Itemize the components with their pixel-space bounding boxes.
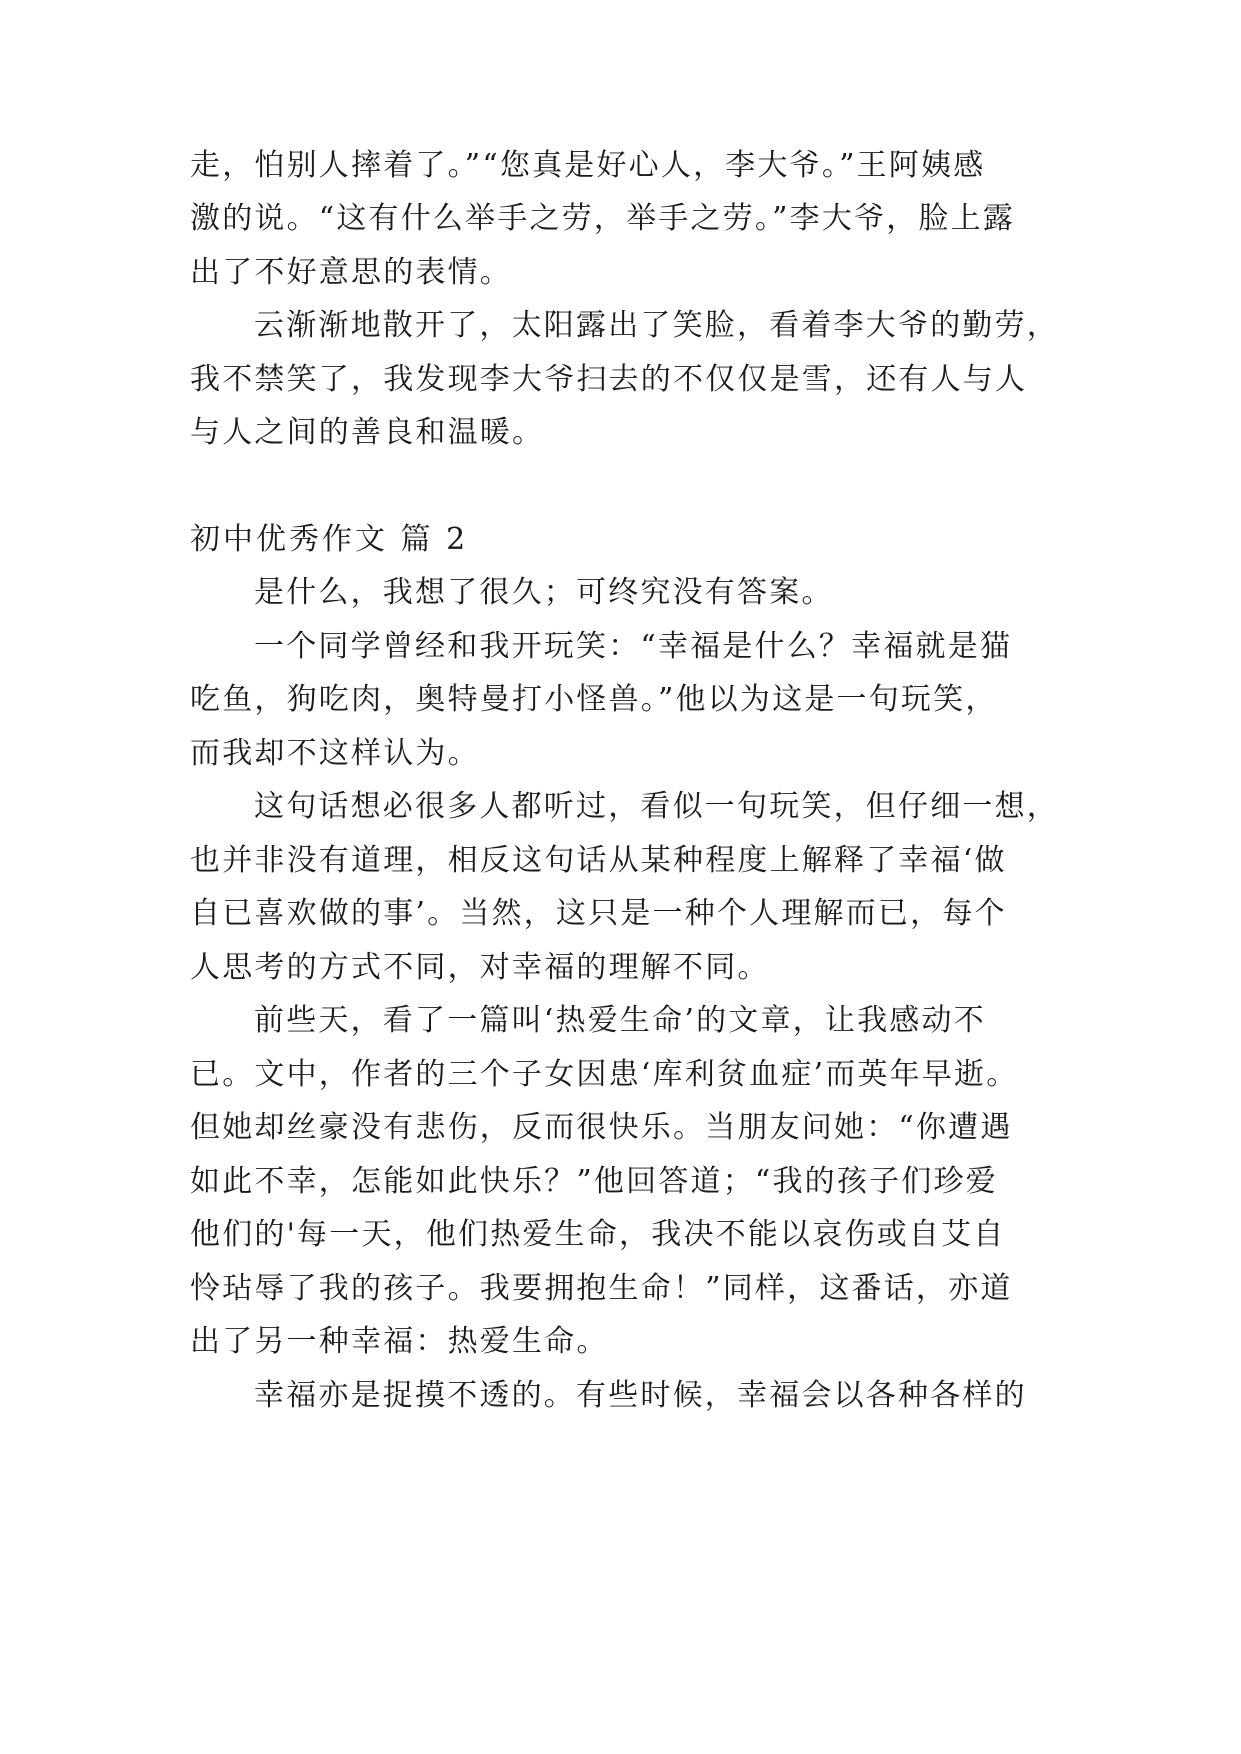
paragraph-line: 出了另一种幸福：热爱生命。	[190, 1324, 609, 1359]
paragraph-line: 一个同学曾经和我开玩笑：“幸福是什么？幸福就是猫	[254, 629, 1013, 664]
paragraph-line: 是什么，我想了很久；可终究没有答案。	[254, 575, 834, 610]
paragraph-line: 他们的'每一天，他们热爱生命，我决不能以哀伤或自艾自	[190, 1217, 1006, 1252]
paragraph-line: 与人之间的善良和温暖。	[190, 415, 545, 450]
paragraph-line: 如此不幸，怎能如此快乐？”他回答道；“我的孩子们珍爱	[190, 1164, 998, 1199]
paragraph-line: 已。文中，作者的三个子女因患‘库利贫血症’而英年早逝。	[190, 1057, 1019, 1092]
paragraph-line: 自已喜欢做的事’。当然，这只是一种个人理解而已，每个	[190, 896, 1007, 931]
paragraph-line: 人思考的方式不同，对幸福的理解不同。	[190, 950, 770, 985]
section-title: 初中优秀作文 篇 2	[190, 522, 469, 557]
paragraph-line: 也并非没有道理，相反这句话从某种程度上解释了幸福‘做	[190, 843, 1007, 878]
paragraph-line: 云渐渐地散开了，太阳露出了笑脸，看着李大爷的勤劳，	[254, 308, 1059, 343]
paragraph-line: 幸福亦是捉摸不透的。有些时候，幸福会以各种各样的	[254, 1378, 1027, 1413]
paragraph-line: 吃鱼，狗吃肉，奥特曼打小怪兽。”他以为这是一句玩笑，	[190, 682, 998, 717]
paragraph-line: 前些天，看了一篇叫‘热爱生命’的文章，让我感动不	[254, 1003, 986, 1038]
paragraph-line: 我不禁笑了，我发现李大爷扫去的不仅仅是雪，还有人与人	[190, 362, 1028, 397]
paragraph-line: 这句话想必很多人都听过，看似一句玩笑，但仔细一想，	[254, 789, 1059, 824]
paragraph-line: 走，怕别人摔着了。”“您真是好心人，李大爷。”王阿姨感	[190, 148, 986, 183]
paragraph-line: 激的说。“这有什么举手之劳，举手之劳。”李大爷，脸上露	[190, 201, 1016, 236]
paragraph-line: 而我却不这样认为。	[190, 736, 480, 771]
paragraph-line: 出了不好意思的表情。	[190, 255, 512, 290]
paragraph-line: 怜玷辱了我的孩子。我要拥抱生命！”同样，这番话，亦道	[190, 1271, 1013, 1306]
paragraph-line: 但她却丝豪没有悲伤，反而很快乐。当朋友问她：“你遭遇	[190, 1110, 1013, 1145]
